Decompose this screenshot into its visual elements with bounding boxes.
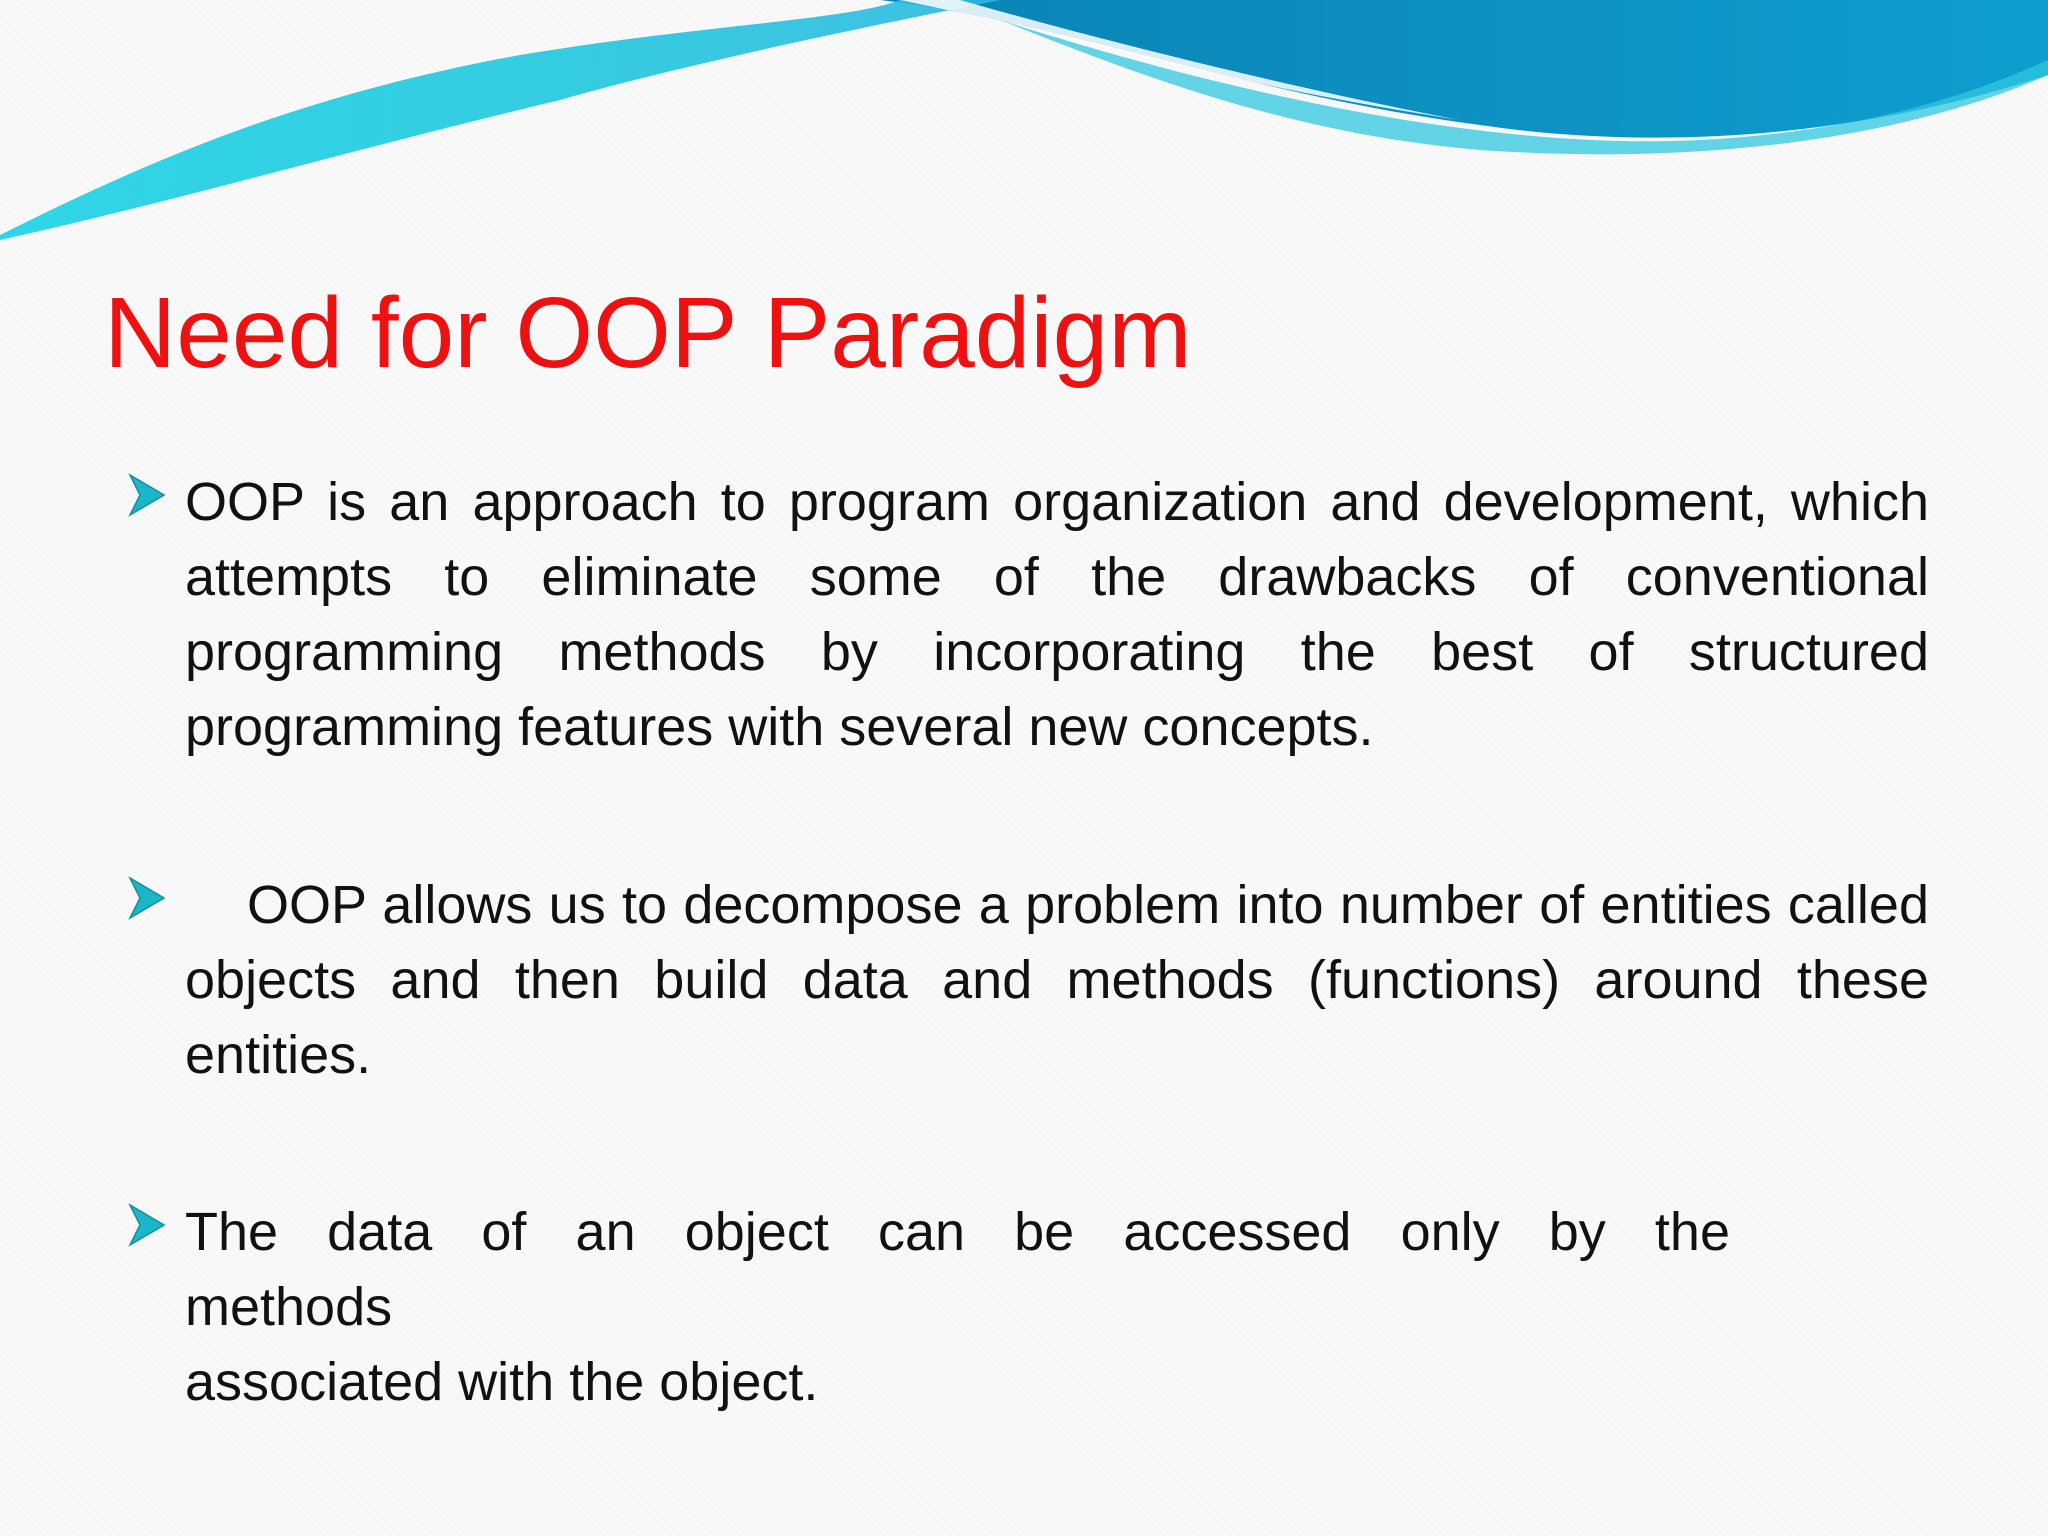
arrow-bullet-icon <box>128 876 166 920</box>
bullet-line: associated with the object. <box>185 1352 819 1412</box>
header-wave-decoration <box>0 0 2048 240</box>
bullet-line: The data of an object can be accessed only by the <box>185 1202 1730 1262</box>
bullet-text: OOP is an approach to program organization and development, which attempts to eliminate some of the drawbacks of conventional programming methods by incorporating the best of structured programming features with several new concepts. <box>185 472 1929 757</box>
arrow-bullet-icon <box>128 1203 166 1247</box>
bullet-text <box>185 1195 1929 1420</box>
arrow-bullet-icon <box>128 473 166 517</box>
bullet-text <box>185 868 1929 1093</box>
wave-light-band <box>0 0 1000 240</box>
bullet-text-content: OOP allows us to decompose a problem into number of entities called objects and then build data and methods (functions) around these entities. <box>185 875 1929 1085</box>
slide-title: Need for OOP Paradigm <box>104 277 1192 389</box>
bullet-line: methods <box>185 1277 393 1337</box>
